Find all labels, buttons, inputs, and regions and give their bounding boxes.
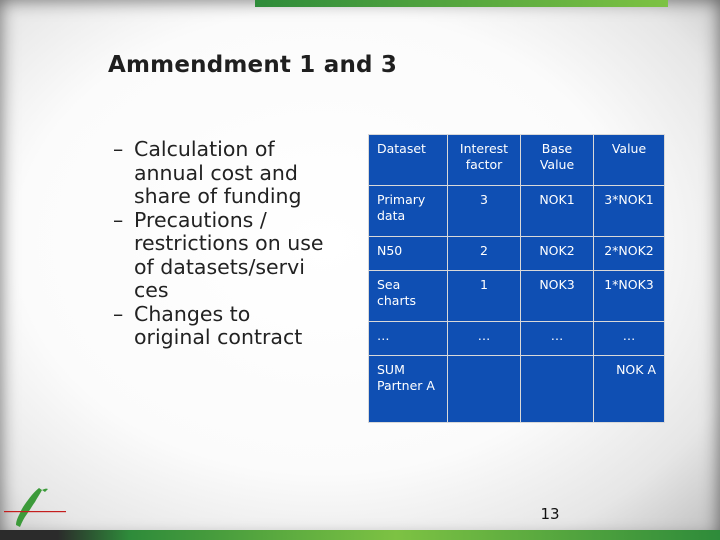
table-cell [521, 356, 594, 423]
header-cell: Dataset [369, 135, 448, 186]
dash-marker: – [113, 207, 124, 232]
table-cell: 3*NOK1 [594, 186, 665, 237]
funding-table [368, 134, 665, 423]
table-cell: SUM Partner A [369, 356, 448, 423]
bullet-item [113, 209, 328, 303]
table-cell [448, 356, 521, 423]
bullet-list [113, 138, 328, 350]
table-cell: 2 [448, 237, 521, 271]
dash-marker: – [113, 301, 124, 326]
table-cell: NOK3 [521, 271, 594, 322]
table-cell: NOK1 [521, 186, 594, 237]
bullet-text: Calculation of annual cost and share of funding [134, 137, 302, 208]
table-cell: … [521, 322, 594, 356]
header-cell: Interest factor [448, 135, 521, 186]
bullet-text: Precautions / restrictions on use of datasets/servi ces [134, 207, 324, 302]
table-cell: NOK A [594, 356, 665, 423]
header-cell: Base Value [521, 135, 594, 186]
page-number: 13 [540, 505, 560, 523]
table-header-row [369, 135, 665, 186]
table-row [369, 186, 665, 237]
bullet-item [113, 138, 328, 209]
bottom-accent-bar [0, 530, 720, 540]
bullet-text: Changes to original contract [134, 301, 303, 349]
table-cell: … [448, 322, 521, 356]
table-cell: Sea charts [369, 271, 448, 322]
table-cell: 1*NOK3 [594, 271, 665, 322]
table-row [369, 322, 665, 356]
table-cell: … [369, 322, 448, 356]
bullet-item [113, 303, 328, 350]
top-accent-bar [255, 0, 668, 7]
table-cell: … [594, 322, 665, 356]
norway-map-icon [4, 486, 66, 530]
table-cell: Primary data [369, 186, 448, 237]
table-cell: 1 [448, 271, 521, 322]
dash-marker: – [113, 137, 124, 161]
table-cell: 2*NOK2 [594, 237, 665, 271]
table-row-sum [369, 356, 665, 423]
table-cell: 3 [448, 186, 521, 237]
slide-title: Ammendment 1 and 3 [108, 52, 398, 78]
table-row [369, 271, 665, 322]
table-row [369, 237, 665, 271]
header-cell: Value [594, 135, 665, 186]
table-cell: NOK2 [521, 237, 594, 271]
table-cell: N50 [369, 237, 448, 271]
